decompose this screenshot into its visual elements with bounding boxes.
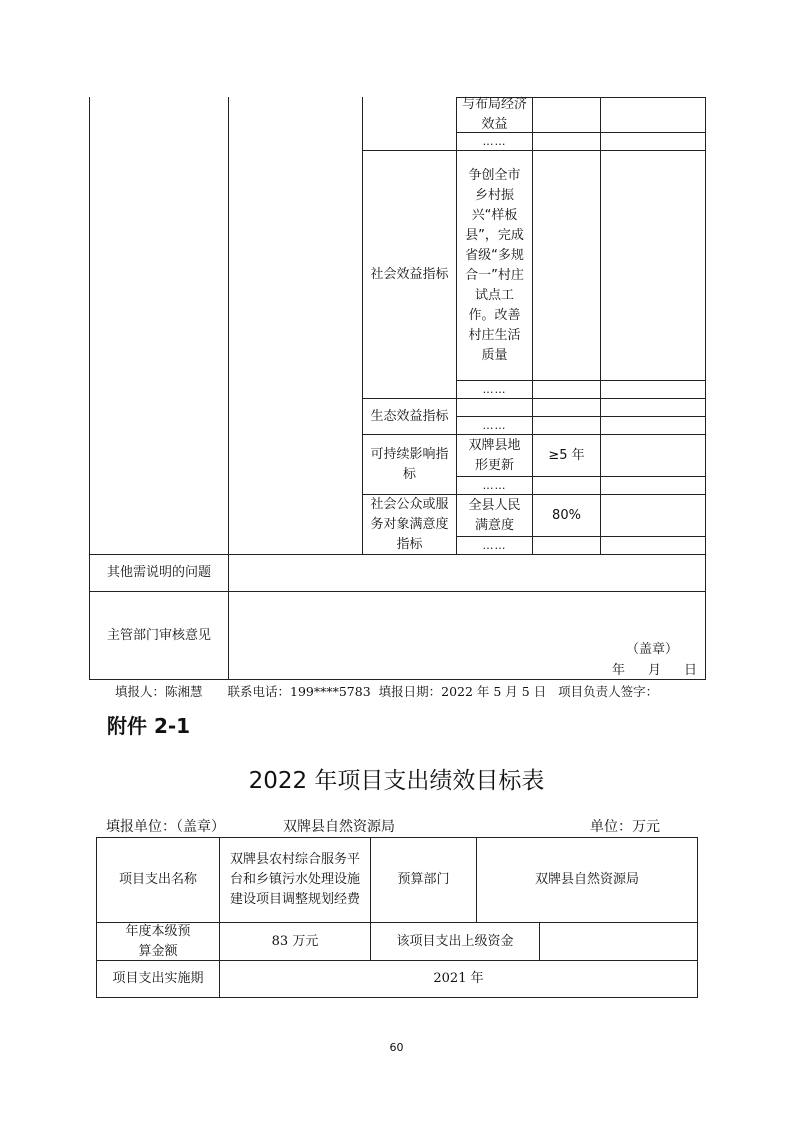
eco-indicator-cell [457, 98, 532, 132]
filling-unit-org: 双牌县自然资源局 [283, 819, 395, 835]
eco-benefit-category-text: 生态效益指标 [370, 408, 449, 424]
budget-dept-value-text: 双牌县自然资源局 [534, 872, 639, 887]
attachment-heading: 附件 2-1 [107, 714, 191, 738]
eco-indicator-text: 与布局经济效益 [461, 97, 527, 132]
ellipsis-text: …… [482, 134, 507, 148]
ellipsis-cell [457, 537, 532, 554]
form-title: 2022 年项目支出绩效目标表 [248, 768, 545, 794]
project-name-label-text: 项目支出名称 [118, 872, 197, 887]
review-opinion-label-text: 主管部门审核意见 [106, 627, 211, 643]
social-benefit-category-text: 社会效益指标 [370, 266, 449, 282]
sustain-category-text: 可持续影响指标 [370, 446, 449, 482]
ellipsis-text: …… [482, 418, 507, 432]
satisfaction-value [533, 495, 600, 536]
project-name-label [97, 838, 219, 922]
project-name-value [220, 838, 370, 922]
budget-dept-value [477, 838, 697, 922]
satisfaction-category-text: 社会公众或服务对象满意度指标 [370, 496, 449, 552]
project-name-value-text: 双牌县农村综合服务平台和乡镇污水处理设施建设项目调整规划经费 [230, 852, 361, 907]
satisfaction-value-text: 80% [552, 507, 581, 523]
seal-text: （盖章） [626, 642, 679, 657]
ellipsis-text: …… [482, 538, 507, 552]
period-value-text: 2021 年 [433, 971, 484, 986]
ellipsis-text: …… [482, 478, 507, 492]
filling-unit-label: 填报单位：（盖章） [106, 819, 225, 835]
ellipsis-cell [457, 417, 532, 434]
satisfaction-indicator-text: 全县人民满意度 [468, 497, 521, 533]
social-benefit-indicator-text: 争创全市乡村振兴“样板县”，完成省级“多规合一”村庄试点工作。改善村庄生活质量 [465, 167, 524, 363]
date-year: 年 [612, 663, 626, 678]
annual-budget-label-text: 年度本级预算金额 [125, 923, 191, 959]
sustain-value [533, 435, 600, 476]
date-month: 月 [648, 663, 662, 678]
budget-dept-label [371, 838, 476, 922]
other-notes-label [90, 555, 228, 591]
page-number: 60 [389, 1041, 404, 1054]
satisfaction-category [363, 495, 456, 554]
ellipsis-cell [457, 381, 532, 398]
sustain-category [363, 435, 456, 494]
social-benefit-indicator [457, 151, 532, 380]
sustain-value-text: ≥5 年 [548, 447, 585, 463]
period-label [97, 961, 219, 997]
amount-unit: 单位：万元 [590, 819, 660, 835]
superior-funds-label-text: 该项目支出上级资金 [396, 933, 514, 949]
other-notes-label-text: 其他需说明的问题 [106, 565, 211, 580]
annual-budget-label [97, 923, 219, 960]
eco-benefit-category [363, 399, 456, 434]
ellipsis-text: …… [482, 382, 507, 396]
period-value [220, 961, 697, 997]
period-label-text: 项目支出实施期 [112, 971, 204, 986]
filler-info-line: 填报人：陈湘慧 联系电话：199****5783 填报日期：2022 年 5 月 5 日 项目负责人签字： [115, 684, 659, 699]
review-opinion-label [90, 592, 228, 679]
annual-budget-value-text: 83 万元 [271, 933, 319, 949]
sustain-indicator [457, 435, 532, 476]
social-benefit-category [363, 151, 456, 398]
annual-budget-value [220, 923, 370, 960]
ellipsis-cell [457, 133, 532, 150]
superior-funds-label [371, 923, 539, 960]
sustain-indicator-text: 双牌县地形更新 [468, 437, 521, 473]
satisfaction-indicator [457, 495, 532, 536]
ellipsis-cell [457, 477, 532, 494]
superior-funds-value [540, 923, 697, 960]
date-day: 日 [684, 663, 698, 678]
budget-dept-label-text: 预算部门 [397, 872, 450, 887]
